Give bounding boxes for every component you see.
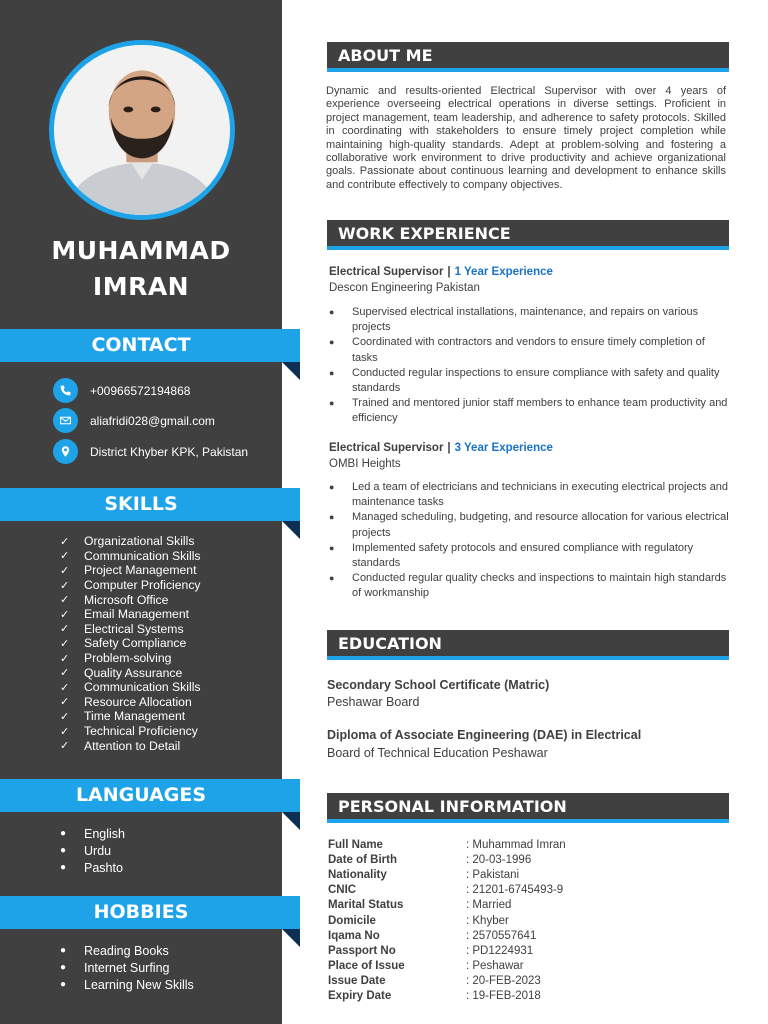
personal-info-value: : Married — [466, 899, 512, 912]
bullet-icon: ● — [329, 367, 335, 378]
personal-info-row — [328, 959, 566, 974]
duty-item-text: Managed scheduling, budgeting, and resource allocation for various electrical projects — [352, 511, 729, 539]
skill-item-text: Communication Skills — [84, 548, 201, 563]
duty-item-text: Conducted regular inspections to ensure compliance with safety and quality standards — [352, 366, 720, 395]
languages-heading: LANGUAGES — [0, 779, 300, 812]
education-2-title: Diploma of Associate Engineering (DAE) in Electrical — [327, 728, 642, 742]
education-heading: EDUCATION — [327, 630, 729, 660]
skill-item-text: Email Management — [84, 607, 189, 622]
personal-info-row — [328, 913, 566, 928]
personal-info-row — [328, 867, 566, 882]
email-icon — [53, 408, 78, 433]
check-icon: ✓ — [60, 725, 70, 738]
skill-item-text: Time Management — [84, 709, 186, 724]
profile-photo — [49, 40, 235, 220]
skill-item-text: Electrical Systems — [84, 621, 184, 636]
skill-item-text: Microsoft Office — [84, 592, 169, 607]
skill-item — [60, 563, 201, 578]
duty-item-text: Trained and mentored junior staff members to enhance team productivity and efficiency — [352, 397, 728, 425]
hobby-item — [60, 942, 194, 959]
personal-info-value: : 21201-6745493-9 — [466, 884, 564, 897]
job-2-duties — [329, 480, 729, 602]
bullet-icon: ● — [60, 862, 67, 874]
job-1-years: 1 Year Experience — [454, 266, 553, 278]
check-icon: ✓ — [60, 535, 70, 548]
sidebar — [0, 0, 282, 1024]
job-1-company: Descon Engineering Pakistan — [329, 282, 480, 294]
job-2-title — [329, 442, 553, 454]
contact-banner-fold — [282, 362, 300, 380]
job-1-role: Electrical Supervisor — [329, 266, 444, 278]
bullet-icon: ● — [60, 962, 67, 974]
skill-item — [60, 724, 201, 739]
skill-item-text: Technical Proficiency — [84, 724, 198, 739]
check-icon: ✓ — [60, 564, 70, 577]
skill-item — [60, 607, 201, 622]
skill-item — [60, 651, 201, 666]
skill-item-text: Quality Assurance — [84, 665, 183, 680]
personal-info-value: : PD1224931 — [466, 944, 534, 957]
bullet-icon: ● — [329, 573, 335, 584]
check-icon: ✓ — [60, 550, 70, 563]
skill-item — [60, 622, 201, 637]
personal-info-key: Issue Date — [328, 975, 386, 988]
bullet-icon: ● — [60, 979, 67, 991]
personal-info-key: CNIC — [328, 884, 357, 897]
personal-info-value: : 2570557641 — [466, 929, 537, 942]
skill-item — [60, 636, 201, 651]
hobbies-list — [60, 942, 194, 994]
skills-heading: SKILLS — [0, 488, 300, 521]
about-heading: ABOUT ME — [327, 42, 729, 72]
personal-info-row — [328, 883, 566, 898]
personal-info-value: : Pakistani — [466, 868, 520, 881]
location-pin-icon — [53, 439, 78, 464]
skill-item — [60, 534, 201, 549]
language-item — [60, 842, 125, 859]
check-icon: ✓ — [60, 710, 70, 723]
check-icon: ✓ — [60, 681, 70, 694]
hobby-item-text: Reading Books — [84, 943, 169, 958]
phone-number: +00966572194868 — [90, 383, 191, 398]
skill-item — [60, 695, 201, 710]
duty-item — [329, 571, 729, 601]
check-icon: ✓ — [60, 667, 70, 680]
personal-info-key: Expiry Date — [328, 990, 392, 1003]
hobby-item — [60, 959, 194, 976]
language-item-text: English — [84, 826, 125, 841]
skill-item — [60, 578, 201, 593]
profile-photo-image — [54, 45, 230, 215]
bullet-icon: ● — [329, 512, 335, 523]
languages-banner-fold — [282, 812, 300, 830]
skill-item-text: Project Management — [84, 563, 197, 578]
language-item — [60, 859, 125, 876]
personal-info-table — [328, 837, 566, 1004]
email-address: aliafridi028@gmail.com — [90, 413, 215, 428]
personal-info-value: : Khyber — [466, 914, 509, 927]
name-last: IMRAN — [92, 272, 190, 301]
personal-info-row — [328, 943, 566, 958]
language-item-text: Urdu — [84, 843, 112, 858]
language-item-text: Pashto — [84, 860, 123, 875]
experience-heading: WORK EXPERIENCE — [327, 220, 729, 250]
personal-info-key: Full Name — [328, 838, 383, 851]
job-2-role: Electrical Supervisor — [329, 442, 444, 454]
duty-item — [329, 396, 729, 426]
bullet-icon: ● — [60, 945, 67, 957]
job-2-separator: | — [447, 442, 451, 454]
bullet-icon: ● — [329, 398, 335, 409]
skill-item — [60, 680, 201, 695]
bullet-icon: ● — [329, 307, 335, 317]
check-icon: ✓ — [60, 637, 70, 650]
personal-info-row — [328, 928, 566, 943]
skill-item-text: Problem-solving — [84, 651, 172, 666]
personal-info-key: Iqama No — [328, 929, 380, 942]
skill-item-text: Organizational Skills — [84, 534, 195, 549]
hobby-item-text: Internet Surfing — [84, 960, 170, 975]
bullet-icon: ● — [60, 828, 67, 840]
name-first: MUHAMMAD — [51, 236, 231, 265]
duty-item — [329, 366, 729, 396]
duty-item — [329, 541, 729, 571]
skill-item — [60, 549, 201, 564]
personal-info-key: Nationality — [328, 868, 387, 881]
duty-item-text: Supervised electrical installations, maintenance, and repairs on various projects — [352, 306, 699, 334]
personal-info-row — [328, 837, 566, 852]
duty-item — [329, 335, 729, 365]
skill-item-text: Safety Compliance — [84, 636, 187, 651]
about-text: Dynamic and results-oriented Electrical Supervisor with over 4 years of experience overseeing electrical operations in diverse settings. Proficient in project management, team leadership, and adherence to safety protocols. Skilled in coordinating with stakeholders to ensure timely project completion while maintaining high-quality standards. Adept at problem-solving and fostering a collaborative work environment to drive productivity and achieve organizational goals. Passionate about continuous learning and development to enhance skills and contribute effectively to company objectives. — [326, 85, 726, 191]
personal-info-key: Date of Birth — [328, 853, 397, 866]
job-2-years: 3 Year Experience — [454, 442, 553, 454]
phone-icon — [53, 378, 78, 403]
skills-banner-fold — [282, 521, 300, 539]
education-1-institution: Peshawar Board — [327, 695, 420, 709]
education-1-title: Secondary School Certificate (Matric) — [327, 678, 550, 692]
duty-item-text: Coordinated with contractors and vendors to ensure timely completion of tasks — [352, 336, 705, 364]
skill-item-text: Communication Skills — [84, 680, 201, 695]
check-icon: ✓ — [60, 740, 70, 753]
skill-item — [60, 665, 201, 680]
duty-item — [329, 510, 729, 540]
check-icon: ✓ — [60, 594, 70, 607]
contact-email[interactable] — [53, 408, 215, 433]
personal-info-value: : 20-03-1996 — [466, 853, 532, 866]
personal-info-value: : Muhammad Imran — [466, 838, 566, 851]
check-icon: ✓ — [60, 696, 70, 709]
education-2-institution: Board of Technical Education Peshawar — [327, 746, 548, 760]
skill-item — [60, 738, 201, 753]
hobbies-heading: HOBBIES — [0, 896, 300, 929]
hobby-item — [60, 976, 194, 993]
skill-item-text: Resource Allocation — [84, 694, 192, 709]
personal-info-row — [328, 852, 566, 867]
bullet-icon: ● — [329, 337, 335, 348]
job-2-company: OMBI Heights — [329, 458, 401, 470]
skills-list — [60, 534, 201, 753]
personal-info-value: : Peshawar — [466, 960, 524, 973]
duty-item — [329, 305, 729, 335]
check-icon: ✓ — [60, 608, 70, 621]
personal-info-key: Place of Issue — [328, 960, 405, 973]
bullet-icon: ● — [329, 542, 335, 553]
duty-item-text: Led a team of electricians and technicians in executing electrical projects and maintenance tasks — [352, 481, 729, 509]
personal-info-key: Marital Status — [328, 899, 404, 912]
duty-item-text: Conducted regular quality checks and inspections to maintain high standards of workmanship — [352, 572, 727, 600]
job-1-title — [329, 266, 553, 278]
contact-heading: CONTACT — [0, 329, 300, 362]
personal-info-key: Passport No — [328, 944, 396, 957]
bullet-icon: ● — [329, 482, 335, 492]
check-icon: ✓ — [60, 623, 70, 636]
check-icon: ✓ — [60, 579, 70, 592]
hobbies-banner-fold — [282, 929, 300, 947]
personal-info-heading: PERSONAL INFORMATION — [327, 793, 729, 823]
skill-item — [60, 592, 201, 607]
job-1-separator: | — [447, 266, 451, 278]
contact-location — [53, 439, 248, 464]
bullet-icon: ● — [60, 845, 67, 857]
personal-info-row — [328, 898, 566, 913]
personal-info-value: : 19-FEB-2018 — [466, 990, 541, 1003]
job-1-duties — [329, 305, 729, 427]
skill-item-text: Attention to Detail — [84, 738, 181, 753]
personal-info-row — [328, 989, 566, 1004]
duty-item-text: Implemented safety protocols and ensured compliance with regulatory standards — [352, 541, 694, 570]
languages-list — [60, 825, 125, 877]
check-icon: ✓ — [60, 652, 70, 665]
skill-item — [60, 709, 201, 724]
personal-info-key: Domicile — [328, 914, 376, 927]
duty-item — [329, 480, 729, 510]
personal-info-value: : 20-FEB-2023 — [466, 975, 541, 988]
language-item — [60, 825, 125, 842]
personal-info-row — [328, 974, 566, 989]
skill-item-text: Computer Proficiency — [84, 578, 201, 593]
location-text: District Khyber KPK, Pakistan — [90, 444, 249, 459]
hobby-item-text: Learning New Skills — [84, 977, 194, 992]
contact-phone[interactable] — [53, 378, 190, 403]
